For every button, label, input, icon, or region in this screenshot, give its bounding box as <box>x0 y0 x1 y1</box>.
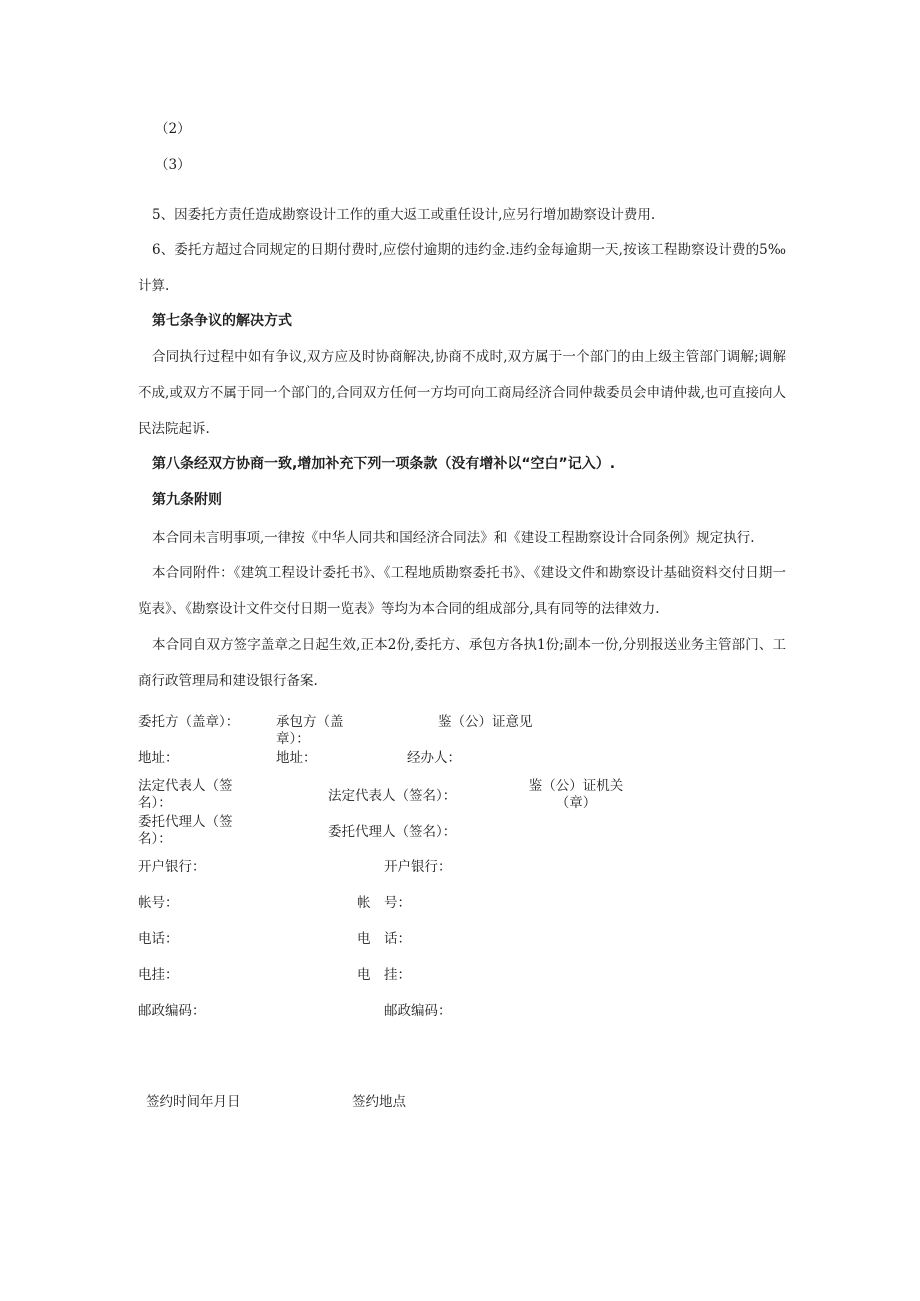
account-right-label: 帐 号： <box>357 895 411 911</box>
article-7-body <box>138 339 786 447</box>
notary-opinion-label: 鉴（公）证意见 <box>438 714 533 730</box>
postal-right-label: 邮政编码： <box>384 1003 452 1019</box>
clause-6 <box>138 232 786 304</box>
phone-left-label: 电话： <box>138 931 179 947</box>
client-seal-label: 委托方（盖章）： <box>138 714 240 730</box>
article-9-p2-text: 本合同附件：《建筑工程设计委托书》、《工程地质勘察委托书》、《建设文件和勘察设计基础资料交付日期一览表》、《勘察设计文件交付日期一览表》等均为本合同的组成部分,具有同等的法律效力. <box>138 565 786 617</box>
article-9-p2 <box>138 555 786 627</box>
account-left-label: 帐号： <box>138 895 179 911</box>
agent-right-label: 委托代理人（签名）： <box>328 824 457 840</box>
bank-left-label: 开户银行： <box>138 859 206 875</box>
address-right-label: 地址： <box>276 750 317 766</box>
article-9-p1: 本合同未言明事项,一律按《中华人同共和国经济合同法》和《建设工程勘察设计合同条例》规定执行. <box>152 530 755 546</box>
legal-rep-left-label: 法定代表人（签名）： <box>138 778 233 811</box>
bank-right-label: 开户银行： <box>384 859 452 875</box>
fax-right-label: 电 挂： <box>357 967 411 983</box>
item-2: （2） <box>155 121 191 137</box>
legal-rep-right-label: 法定代表人（签名）： <box>328 788 457 804</box>
clause-6-text: 6、委托方超过合同规定的日期付费时,应偿付逾期的违约金.违约金每逾期一天,按该工程勘察设计费的5‰计算. <box>138 242 786 294</box>
contractor-seal-label: 承包方（盖章）： <box>276 714 344 747</box>
article-7-text: 合同执行过程中如有争议,双方应及时协商解决,协商不成时,双方属于一个部门的由上级主管部门调解;调解不成,或双方不属于同一个部门的,合同双方任何一方均可向工商局经济合同仲裁委员会申请仲裁,也可直接向人民法院起诉. <box>138 349 786 437</box>
article-9-p3 <box>138 627 786 699</box>
agent-left-label: 委托代理人（签名）： <box>138 814 233 847</box>
article-9-p3-text: 本合同自双方签字盖章之日起生效,正本2份,委托方、承包方各执1份;副本一份,分别报送业务主管部门、工商行政管理局和建设银行备案. <box>138 637 786 689</box>
handler-label: 经办人： <box>407 750 461 766</box>
postal-left-label: 邮政编码： <box>138 1003 206 1019</box>
fax-left-label: 电挂： <box>138 967 179 983</box>
article-9-heading: 第九条附则 <box>152 492 222 508</box>
notary-office-label: 鉴（公）证机关（章） <box>528 778 624 811</box>
address-left-label: 地址： <box>138 750 179 766</box>
article-8-heading: 第八条经双方协商一致,增加补充下列一项条款（没有增补以“空白”记入）. <box>152 456 616 472</box>
sign-place-label: 签约地点 <box>352 1094 406 1110</box>
article-7-heading: 第七条争议的解决方式 <box>152 313 292 329</box>
clause-5: 5、因委托方责任造成勘察设计工作的重大返工或重任设计,应另行增加勘察设计费用. <box>152 207 656 223</box>
sign-date-label: 签约时间年月日 <box>146 1094 241 1110</box>
item-3: （3） <box>155 157 191 173</box>
phone-right-label: 电 话： <box>357 931 411 947</box>
